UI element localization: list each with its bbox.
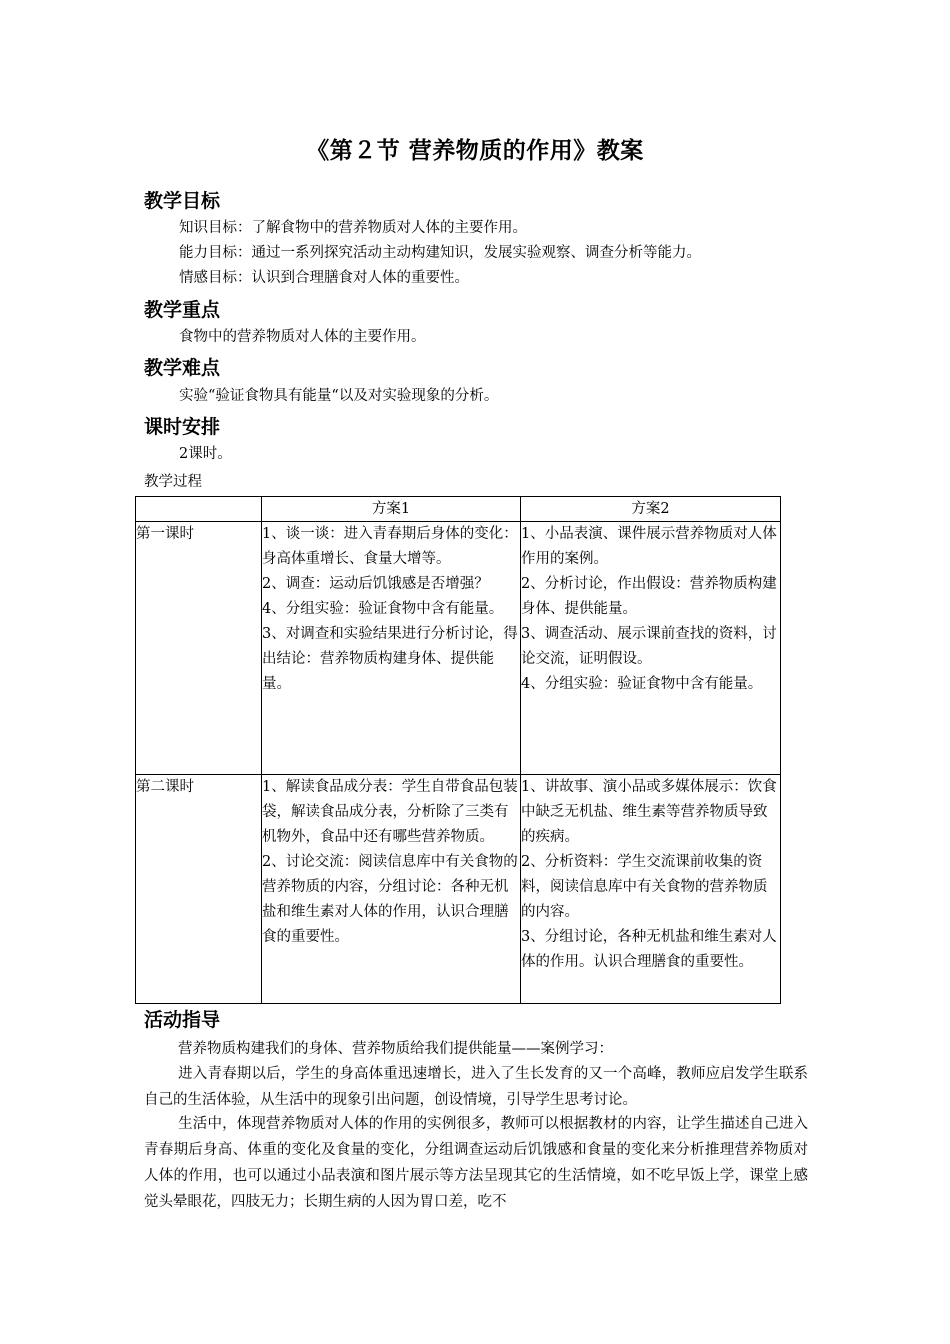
- activity-paragraph: [144, 1111, 808, 1215]
- table-header-plan2: 方案2: [521, 497, 781, 522]
- activity-paragraph: [144, 1036, 808, 1062]
- goal-emotion: 情感目标：认识到合理膳食对人体的重要性。: [179, 270, 469, 286]
- table-header-row: [136, 497, 781, 522]
- heading-activity-guide: 活动指导: [144, 1009, 221, 1031]
- activity-paragraph-text: 生活中，体现营养物质对人体的作用的实例很多，教师可以根据教材的内容，让学生描述自己进入青春期后身高、体重的变化及食量的变化，分组调查运动后饥饿感和食量的变化来分析推理营养物质对人体的作用，也可以通过小品表演和图片展示等方法呈现其它的生活情境，如不吃早饭上学，课堂上感觉头晕眼花，四肢无力；长期生病的人因为胃口差，吃不: [144, 1116, 808, 1210]
- lesson1-plan2: [521, 522, 781, 775]
- lesson1-label: 第一课时: [136, 522, 262, 775]
- lesson1-plan2-step: 2、分析讨论，作出假设：营养物质构建身体、提供能量。: [521, 576, 777, 617]
- lesson1-plan1: [262, 522, 521, 775]
- lesson1-plan1-step: 2、调查：运动后饥饿感是否增强？: [262, 576, 489, 592]
- lesson1-plan1-step: 3、对调查和实验结果进行分析讨论，得出结论：营养物质构建身体、提供能量。: [262, 626, 518, 692]
- lesson2-label: 第二课时: [136, 775, 262, 1004]
- heading-schedule: 课时安排: [144, 416, 221, 438]
- heading-teaching-goals: 教学目标: [144, 190, 221, 212]
- lesson1-plan1-step: 1、谈一谈：进入青春期后身体的变化：身高体重增长、食量大增等。: [262, 526, 518, 567]
- activity-paragraph-text: 营养物质构建我们的身体、营养物质给我们提供能量——案例学习：: [178, 1041, 613, 1057]
- lesson2-plan2-step: 2、分析资料：学生交流课前收集的资料，阅读信息库中有关食物的营养物质的内容。: [521, 854, 768, 920]
- lesson2-plan2: [521, 775, 781, 1004]
- lesson2-plan1-step: 2、讨论交流：阅读信息库中有关食物的营养物质的内容，分组讨论：各种无机盐和维生素对人体的作用，认识合理膳食的重要性。: [262, 854, 518, 945]
- heading-key-points: 教学重点: [144, 299, 221, 321]
- lesson2-plan2-step: 1、讲故事、演小品或多媒体展示：饮食中缺乏无机盐、维生素等营养物质导致的疾病。: [521, 779, 777, 845]
- activity-paragraph: [144, 1061, 808, 1113]
- teaching-process-table: [135, 496, 781, 1004]
- difficulties-text: 实验“验证食物具有能量“以及对实验现象的分析。: [179, 388, 499, 404]
- table-header-plan1: 方案1: [262, 497, 521, 522]
- activity-paragraph-text: 进入青春期以后，学生的身高体重迅速增长，进入了生长发育的又一个高峰，教师应启发学生联系自己的生活体验，从生活中的现象引出问题，创设情境，引导学生思考讨论。: [144, 1066, 808, 1108]
- table-row-lesson2: [136, 775, 781, 1004]
- goal-knowledge: 知识目标：了解食物中的营养物质对人体的主要作用。: [179, 220, 527, 236]
- lesson2-plan2-step: 3、分组讨论，各种无机盐和维生素对人体的作用。认识合理膳食的重要性。: [521, 929, 777, 970]
- lesson1-plan2-step: 1、小品表演、课件展示营养物质对人体作用的案例。: [521, 526, 777, 567]
- page-title: 《第２节 营养物质的作用》教案: [306, 138, 644, 164]
- table-header-blank: [136, 497, 262, 522]
- lesson1-plan1-step: 4、分组实验：验证食物中含有能量。: [262, 601, 504, 617]
- lesson1-plan2-step: 3、调查活动、展示课前查找的资料，讨论交流，证明假设。: [521, 626, 777, 667]
- key-points-text: 食物中的营养物质对人体的主要作用。: [179, 329, 426, 345]
- goal-ability: 能力目标：通过一系列探究活动主动构建知识，发展实验观察、调查分析等能力。: [179, 245, 701, 261]
- lesson2-plan1: [262, 775, 521, 1004]
- table-row-lesson1: [136, 522, 781, 775]
- schedule-text: 2课时。: [179, 446, 232, 462]
- process-label: 教学过程: [144, 474, 202, 490]
- heading-difficulties: 教学难点: [144, 357, 221, 379]
- lesson1-plan2-step: 4、分组实验：验证食物中含有能量。: [521, 676, 763, 692]
- lesson2-plan1-step: 1、解读食品成分表：学生自带食品包装袋，解读食品成分表，分析除了三类有机物外，食品中还有哪些营养物质。: [262, 779, 518, 845]
